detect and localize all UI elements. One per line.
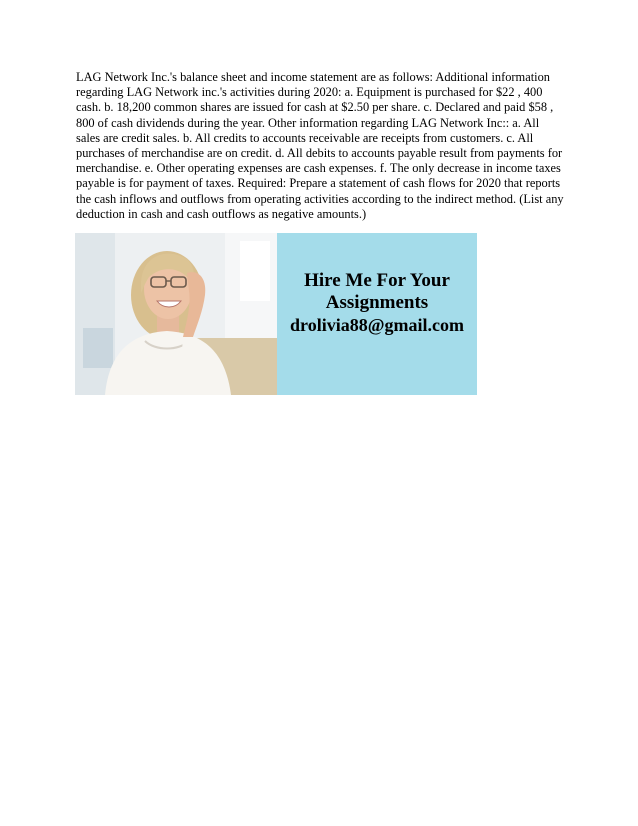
woman-photo <box>75 233 277 395</box>
promo-headline-line2: Assignments <box>325 292 429 313</box>
promo-email: drolivia88@gmail.com <box>290 315 464 335</box>
question-text: LAG Network Inc.'s balance sheet and income statement are as follows: Additional information regarding LAG Network inc.'s activities during 2020: a. Equipment is purchased for $22 , 400 cash. b. 18,200 common shares are issued for cash at $2.50 per share. c. Declared and paid $58 , 800 of cash dividends during the year. Other information regarding LAG Network Inc:: a. All sales are credit sales. b. All credits to accounts receivable are receipts from customers. c. All purchases of merchandise are on credit. d. All debits to accounts payable result from payments for merchandise. e. Other operating expenses are cash expenses. f. The only decrease in income taxes payable is for payment of taxes. Required: Prepare a statement of cash flows for 2020 that reports the cash inflows and outflows from operating activities according to the indirect method. (List any deduction in cash and cash outflows as negative amounts.) <box>76 70 564 221</box>
promo-panel <box>277 233 477 395</box>
promo-headline-line1: Hire Me For Your <box>304 270 450 291</box>
advertisement-banner <box>75 233 477 395</box>
